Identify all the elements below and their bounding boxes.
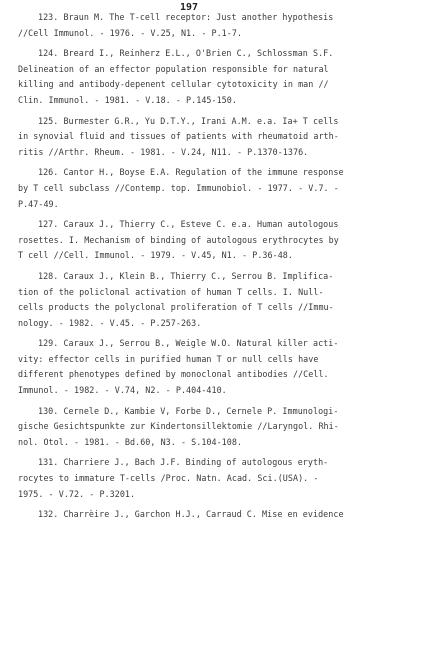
- reference-line: gische Gesichtspunkte zur Kindertonsillektomie //Laryngol. Rhi-: [18, 421, 339, 432]
- reference-line: Delineation of an effector population responsible for natural: [18, 63, 329, 74]
- reference-entry: [18, 165, 418, 212]
- reference-line: P.47-49.: [18, 198, 59, 209]
- reference-line: //Cell Immunol. - 1976. - V.25, N1. - P.1-7.: [18, 27, 243, 38]
- reference-entry: [18, 336, 418, 398]
- reference-entry: [18, 46, 418, 108]
- reference-line: 126. Cantor H., Boyse E.A. Regulation of the immune response: [38, 167, 344, 178]
- reference-line: 130. Cernele D., Kambie V, Forbe D., Cernele P. Immunologi-: [38, 405, 339, 416]
- reference-line: nology. - 1982. - V.45. - P.257-263.: [18, 317, 202, 328]
- reference-line: 124. Breard I., Reinherz E.L., O'Brien C., Schlossman S.F.: [38, 48, 334, 59]
- reference-entry: [18, 269, 418, 331]
- reference-line: different phenotypes defined by monoclonal antibodies //Cell.: [18, 369, 329, 380]
- reference-line: Immunol. - 1982. - V.74, N2. - P.404-410.: [18, 385, 227, 396]
- reference-line: 125. Burmester G.R., Yu D.T.Y., Irani A.M. e.a. Ia+ T cells: [38, 115, 339, 126]
- reference-list: [18, 10, 418, 528]
- reference-line: 129. Caraux J., Serrou B., Weigle W.O. Natural killer acti-: [38, 338, 339, 349]
- reference-entry: [18, 455, 418, 502]
- reference-line: T cell //Cell. Immunol. - 1979. - V.45, N1. - P.36-48.: [18, 250, 293, 261]
- reference-entry: [18, 10, 418, 41]
- reference-line: in synovial fluid and tissues of patients with rheumatoid arth-: [18, 131, 339, 142]
- reference-line: killing and antibody-depenent cellular cytotoxicity in man //: [18, 79, 329, 90]
- reference-line: 131. Charriere J., Bach J.F. Binding of autologous eryth-: [38, 457, 329, 468]
- reference-line: vity: effector cells in purified human T or null cells have: [18, 353, 319, 364]
- reference-line: rosettes. I. Mechanism of binding of autologous erythrocytes by: [18, 234, 339, 245]
- reference-line: 132. Charrѐire J., Garchon H.J., Carraud C. Mise en evidence: [38, 509, 344, 520]
- reference-entry: [18, 217, 418, 264]
- reference-line: by T cell subclass //Contemp. top. Immunobiol. - 1977. - V.7. -: [18, 182, 339, 193]
- reference-line: 1975. - V.72. - P.3201.: [18, 488, 136, 499]
- page-number: 197: [180, 2, 199, 13]
- reference-line: 123. Braun M. The T-cell receptor: Just another hypothesis: [38, 12, 334, 22]
- reference-line: rocytes to immature T-cells /Proc. Natn. Acad. Sci.(USA). -: [18, 473, 319, 484]
- reference-entry: [18, 404, 418, 451]
- reference-line: cells products the polyclonal proliferation of T cells //Immu-: [18, 302, 334, 313]
- reference-entry: [18, 114, 418, 161]
- reference-line: Clin. Immunol. - 1981. - V.18. - P.145-150.: [18, 94, 237, 105]
- reference-line: 128. Caraux J., Klein B., Thierry C., Serrou B. Implifica-: [38, 270, 334, 281]
- reference-line: 127. Caraux J., Thierry C., Esteve C. e.a. Human autologous: [38, 219, 339, 230]
- reference-entry: [18, 507, 418, 523]
- reference-line: tion of the policlonal activation of human T cells. I. Null-: [18, 286, 324, 297]
- reference-line: ritis //Arthr. Rheum. - 1981. - V.24, N11. - P.1370-1376.: [18, 146, 309, 157]
- reference-line: nol. Otol. - 1981. - Bd.60, N3. - S.104-108.: [18, 436, 243, 447]
